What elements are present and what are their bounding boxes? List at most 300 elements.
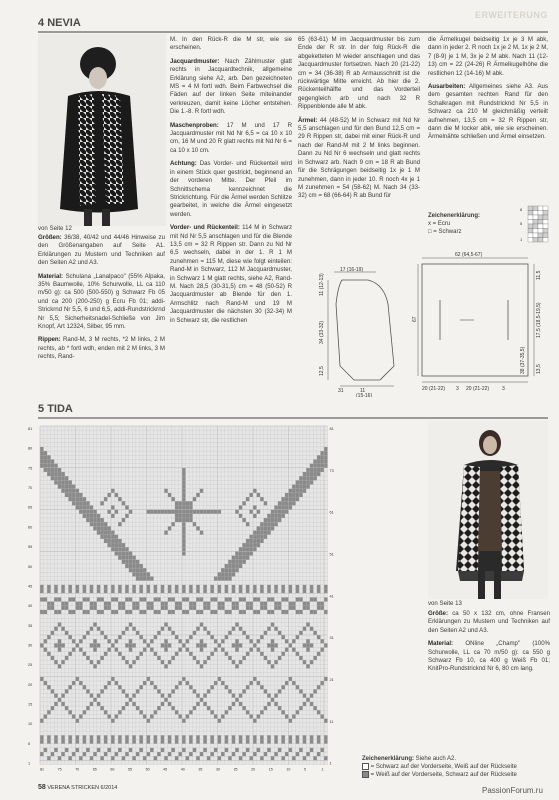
tida-chart-cell (175, 510, 179, 514)
tida-chart-cell (65, 476, 69, 480)
tida-chart-cell (242, 547, 246, 551)
tida-chart-cell (281, 735, 285, 739)
tida-chart-cell (203, 702, 207, 706)
tida-chart-cell (189, 501, 193, 505)
tida-col-label: 30 (215, 767, 220, 772)
body-bottom-d: 3 (502, 386, 505, 392)
tida-chart-cell (150, 748, 154, 752)
tida-chart-cell (246, 539, 250, 543)
tida-chart-cell (186, 756, 190, 760)
tida-chart-cell (143, 610, 147, 614)
tida-chart-cell (129, 510, 133, 514)
tida-chart-cell (267, 514, 271, 518)
tida-chart-cell (271, 514, 275, 518)
tida-chart-cell (147, 589, 151, 593)
tida-chart-cell (143, 572, 147, 576)
tida-chart-cell (292, 639, 296, 643)
tida-chart-cell (83, 740, 87, 744)
tida-chart-cell (313, 756, 317, 760)
tida-chart-cell (61, 485, 65, 489)
tida-chart-cell (196, 526, 200, 530)
tida-chart-cell (225, 635, 229, 639)
tida-row-label-right: 21 (329, 677, 334, 682)
tida-chart-cell (303, 585, 307, 589)
tida-chart-cell (257, 539, 261, 543)
tida-chart-cell (242, 560, 246, 564)
tida-chart-cell (214, 610, 218, 614)
tida-chart-cell (157, 510, 161, 514)
tida-chart-cell (253, 643, 257, 647)
tida-chart-cell (246, 547, 250, 551)
tida-chart-cell (178, 514, 182, 518)
tida-chart-cell (274, 585, 278, 589)
tida-chart-cell (289, 501, 293, 505)
tida-chart-cell (200, 698, 204, 702)
tida-chart-cell (274, 735, 278, 739)
tida-chart-cell (122, 543, 126, 547)
tida-chart-cell (218, 606, 222, 610)
tida-chart-cell (129, 639, 133, 643)
tida-chart-cell (242, 689, 246, 693)
tida-chart-cell (274, 510, 278, 514)
tida-chart-cell (310, 476, 314, 480)
tida-chart-cell (189, 735, 193, 739)
tida-chart-cell (154, 510, 158, 514)
tida-chart-cell (93, 514, 97, 518)
tida-chart-cell (175, 589, 179, 593)
tida-chart-cell (193, 606, 197, 610)
tida-chart-cell (303, 756, 307, 760)
tida-chart-cell (289, 719, 293, 723)
tida-row-label-left: 80 (28, 446, 33, 451)
tida-chart-cell (100, 522, 104, 526)
tida-chart-cell (214, 748, 218, 752)
tida-chart (28, 420, 350, 780)
tida-chart-cell (65, 480, 69, 484)
tida-chart-cell (104, 531, 108, 535)
tida-chart-cell (303, 735, 307, 739)
gray-square-icon (362, 771, 369, 778)
tida-chart-cell (320, 459, 324, 463)
tida-chart-cell (61, 472, 65, 476)
tida-chart-cell (292, 648, 296, 652)
tida-chart-cell (168, 735, 172, 739)
tida-chart-cell (129, 568, 133, 572)
tida-chart-cell (306, 752, 310, 756)
tida-chart-cell (249, 639, 253, 643)
tida-chart-cell (58, 485, 62, 489)
tida-chart-cell (104, 522, 108, 526)
nevia-col2-p2: Maschenproben: 17 M und 17 R Jacquardmuster mit Nd Nr 6,5 = ca 10 x 10 cm, 16 M und 20 R glatt rechts mit Nd Nr 6 = ca 10 x 10 cm. (170, 121, 292, 154)
mini-chart-cell (543, 238, 548, 243)
body-bottom-b: 3 (456, 386, 459, 392)
tida-chart-cell (122, 518, 126, 522)
tida-chart-cell (47, 455, 51, 459)
mini-chart-cell (543, 233, 548, 238)
tida-chart-cell (193, 497, 197, 501)
tida-chart-cell (267, 748, 271, 752)
tida-chart-cell (324, 451, 328, 455)
tida-chart-cell (125, 556, 129, 560)
tida-chart-cell (324, 756, 328, 760)
tida-chart-cell (182, 476, 186, 480)
tida-chart-cell (132, 756, 136, 760)
tida-chart-cell (317, 585, 321, 589)
tida-chart-cell (40, 735, 44, 739)
tida-chart-cell (171, 748, 175, 752)
tida-chart-cell (289, 602, 293, 606)
tida-chart-cell (317, 635, 321, 639)
tida-chart-cell (271, 522, 275, 526)
tida-chart-cell (292, 602, 296, 606)
tida-chart-cell (47, 472, 51, 476)
tida-chart-cell (47, 635, 51, 639)
nevia-title: NEVIA (47, 17, 81, 29)
tida-chart-cell (79, 648, 83, 652)
tida-chart-cell (97, 531, 101, 535)
tida-text (428, 610, 550, 679)
tida-chart-cell (115, 648, 119, 652)
tida-chart-cell (225, 740, 229, 744)
tida-chart-cell (51, 468, 55, 472)
tida-chart-cell (54, 740, 58, 744)
tida-chart-cell (122, 551, 126, 555)
tida-chart-cell (178, 639, 182, 643)
tida-chart-cell (278, 606, 282, 610)
tida-chart-cell (242, 518, 246, 522)
tida-chart-cell (122, 560, 126, 564)
tida-chart-cell (317, 455, 321, 459)
tida-chart-cell (104, 585, 108, 589)
tida-chart-cell (125, 610, 129, 614)
tida-chart-cell (210, 597, 214, 601)
tida-chart-cell (65, 748, 69, 752)
tida-chart-cell (274, 505, 278, 509)
tida-chart-cell (47, 589, 51, 593)
tida-chart-cell (90, 585, 94, 589)
tida-chart-cell (118, 652, 122, 656)
tida-chart-cell (281, 740, 285, 744)
tida-chart-cell (129, 551, 133, 555)
tida-chart-cell (147, 572, 151, 576)
tida-chart-cell (299, 480, 303, 484)
tida-chart-cell (310, 694, 314, 698)
tida-chart-cell (186, 518, 190, 522)
tida-chart-cell (58, 664, 62, 668)
tida-row-label-left: 50 (28, 564, 33, 569)
tida-chart-cell (274, 702, 278, 706)
tida-chart-cell (182, 501, 186, 505)
tida-chart-cell (111, 735, 115, 739)
tida-chart-cell (97, 597, 101, 601)
tida-chart-cell (207, 631, 211, 635)
nevia-col3 (298, 36, 420, 206)
tida-chart-cell (264, 535, 268, 539)
tida-chart-cell (182, 493, 186, 497)
tida-chart-cell (132, 585, 136, 589)
tida-chart-cell (232, 602, 236, 606)
nevia-header-rule (38, 31, 548, 33)
tida-chart-cell (171, 689, 175, 693)
tida-chart-cell (189, 510, 193, 514)
tida-chart-cell (313, 472, 317, 476)
tida-chart-cell (225, 564, 229, 568)
tida-chart-cell (132, 589, 136, 593)
tida-chart-cell (164, 489, 168, 493)
tida-chart-cell (317, 606, 321, 610)
tida-chart-cell (264, 706, 268, 710)
tida-chart-cell (47, 652, 51, 656)
tida-chart-cell (310, 740, 314, 744)
tida-chart-cell (161, 510, 165, 514)
tida-chart-cell (232, 606, 236, 610)
tida-chart-cell (51, 631, 55, 635)
tida-chart-cell (257, 639, 261, 643)
tida-chart-cell (274, 602, 278, 606)
tida-chart-cell (178, 505, 182, 509)
tida-chart-cell (186, 505, 190, 509)
tida-chart-cell (83, 635, 87, 639)
tida-chart-cell (225, 748, 229, 752)
tida-chart-cell (317, 472, 321, 476)
tida-chart-cell (274, 589, 278, 593)
mini-chart-cell (533, 238, 538, 243)
tida-chart-cell (292, 489, 296, 493)
tida-chart-cell (40, 610, 44, 614)
tida-chart-cell (239, 740, 243, 744)
tida-chart-cell (93, 648, 97, 652)
tida-chart-cell (303, 589, 307, 593)
tida-chart-cell (186, 610, 190, 614)
tida-chart-cell (260, 635, 264, 639)
tida-chart-cell (313, 689, 317, 693)
tida-chart-cell (83, 752, 87, 756)
tida-chart-cell (253, 539, 257, 543)
tida-chart-cell (196, 694, 200, 698)
tida-chart-cell (61, 740, 65, 744)
tida-chart-cell (296, 610, 300, 614)
tida-chart-cell (228, 572, 232, 576)
tida-chart-cell (214, 681, 218, 685)
tida-chart-cell (239, 514, 243, 518)
tida-chart-cell (61, 585, 65, 589)
tida-chart-cell (58, 756, 62, 760)
nevia-photo-graphic (38, 34, 166, 226)
tida-chart-cell (164, 622, 168, 626)
tida-chart-cell (175, 635, 179, 639)
nevia-col2-p4: Vorder- und Rückenteil: 114 M in Schwarz mit Nd Nr 5,5 anschlagen und für die Blende 13,5 cm = 32 R Rippen str. Dann zu Nd Nr 6,5 wechseln, dabei in der 1. R 1 M zunehmen = 115 M, diese wie folgt einteilen: Rand-M in Schwarz, 112 M Jacquardmuster, in Schwarz 1 M glatt rechts, siehe A2, Rand-M. Nach 28,5 (30-31,5) cm = 48 (50-52) R Jacquardmuster ab Blende für den 1. Armschlitz nach Rand-M und 19 M Jacquardmuster die nächsten 30 (32-34) M in Schwarz str, die restlichen (170, 224, 292, 324)
tida-chart-cell (203, 627, 207, 631)
tida-chart-cell (136, 568, 140, 572)
nevia-section-header (38, 17, 81, 29)
tida-chart-cell (47, 585, 51, 589)
tida-chart-cell (157, 656, 161, 660)
tida-chart-cell (175, 652, 179, 656)
tida-chart-cell (90, 694, 94, 698)
tida-chart-cell (164, 648, 168, 652)
tida-chart-cell (97, 735, 101, 739)
nevia-photo-caption: von Seite 12 (38, 225, 72, 232)
tida-chart-cell (235, 551, 239, 555)
tida-chart-cell (310, 702, 314, 706)
tida-chart-cell (310, 480, 314, 484)
tida-chart-cell (207, 689, 211, 693)
tida-chart-cell (200, 610, 204, 614)
tida-chart-cell (115, 543, 119, 547)
tida-chart-cell (306, 602, 310, 606)
nevia-col3-p0: 65 (63-61) M im Jacquardmuster bis zum Ende der R str. In der folg Rück-R die abgeketteten M wieder anschlagen und das Jacquardmuster fortsetzen. Nach 20 (21-22) cm = 34 (36-38) R ab Armausschnitt ist die rückwärtige Mitte erreicht. Ab hier die 2. Rückenteilhälfte und das Vorderteil gegengleich arb und nach 32 R Rippenblende alle M abk. (298, 36, 420, 111)
tida-chart-cell (107, 648, 111, 652)
tida-chart-cell (168, 610, 172, 614)
tida-chart-cell (175, 585, 179, 589)
tida-chart-cell (40, 464, 44, 468)
tida-chart-cell (281, 685, 285, 689)
tida-chart-cell (68, 493, 72, 497)
tida-chart-cell (182, 543, 186, 547)
tida-chart-cell (253, 505, 257, 509)
tida-chart-cell (299, 597, 303, 601)
tida-chart-cell (232, 660, 236, 664)
tida-chart-cell (182, 735, 186, 739)
tida-chart-cell (196, 643, 200, 647)
tida-chart-cell (182, 522, 186, 526)
tida-chart-cell (168, 585, 172, 589)
tida-chart-cell (200, 752, 204, 756)
tida-chart-cell (193, 706, 197, 710)
tida-chart-cell (299, 493, 303, 497)
tida-chart-cell (44, 455, 48, 459)
tida-chart-cell (196, 627, 200, 631)
tida-chart-cell (104, 740, 108, 744)
tida-chart-cell (97, 522, 101, 526)
tida-chart-cell (228, 560, 232, 564)
tida-chart-cell (264, 689, 268, 693)
tida-chart-cell (278, 631, 282, 635)
mini-chart-cell (528, 233, 533, 238)
tida-chart-cell (164, 531, 168, 535)
body-right-bot: 13,5 (536, 364, 542, 374)
tida-chart-cell (171, 597, 175, 601)
tida-chart-cell (51, 752, 55, 756)
tida-chart-cell (246, 652, 250, 656)
tida-chart-cell (154, 585, 158, 589)
tida-chart-cell (168, 752, 172, 756)
tida-chart-cell (61, 606, 65, 610)
tida-chart-cell (44, 639, 48, 643)
tida-chart-cell (175, 740, 179, 744)
tida-chart-cell (313, 706, 317, 710)
tida-chart-cell (139, 610, 143, 614)
nevia-number: 4 (38, 17, 45, 29)
tida-chart-cell (104, 539, 108, 543)
tida-chart-cell (239, 660, 243, 664)
tida-chart-cell (79, 510, 83, 514)
nevia-col4-p0: die Ärmelkugel beidseitig 1x je 3 M abk, dann in jeder 2. R noch 1x je 2 M, 1x je 2 M, 7 (8-9) je 1 M, 3x je 2 M abk. Nach 11 (12-13) cm = 22 (24-26) R Ärmelkugelhöhe die restlichen 12 (14-16) M abk. (428, 36, 548, 77)
tida-chart-cell (122, 631, 126, 635)
tida-chart-cell (139, 589, 143, 593)
tida-chart-cell (320, 714, 324, 718)
tida-chart-cell (168, 694, 172, 698)
tida-chart-cell (76, 501, 80, 505)
tida-chart-cell (232, 560, 236, 564)
tida-chart-cell (221, 639, 225, 643)
tida-chart-cell (115, 551, 119, 555)
tida-chart-cell (61, 752, 65, 756)
tida-chart-cell (303, 694, 307, 698)
tida-chart-cell (299, 476, 303, 480)
tida-chart-cell (115, 510, 119, 514)
tida-chart-cell (90, 735, 94, 739)
tida-chart-cell (249, 551, 253, 555)
tida-chart-cell (143, 648, 147, 652)
tida-chart-cell (285, 639, 289, 643)
tida-chart-cell (161, 589, 165, 593)
tida-chart-cell (257, 526, 261, 530)
tida-chart-cell (58, 472, 62, 476)
mini-chart-cell (528, 215, 533, 220)
tida-chart-cell (79, 493, 83, 497)
tida-chart-cell (161, 748, 165, 752)
tida-chart-cell (253, 535, 257, 539)
tida-chart-cell (218, 589, 222, 593)
tida-chart-cell (200, 639, 204, 643)
mini-chart-cell (533, 215, 538, 220)
tida-chart-cell (54, 589, 58, 593)
tida-chart-cell (310, 589, 314, 593)
tida-chart-cell (104, 497, 108, 501)
nevia-legend (428, 212, 508, 236)
tida-row-label-left: 75 (28, 466, 33, 471)
tida-chart-cell (310, 735, 314, 739)
mini-chart-cell (528, 220, 533, 225)
tida-chart-cell (228, 689, 232, 693)
tida-chart-cell (86, 689, 90, 693)
tida-chart-cell (303, 480, 307, 484)
body-schema-svg (410, 250, 550, 400)
tida-chart-cell (107, 681, 111, 685)
tida-chart-cell (83, 735, 87, 739)
tida-row-label-right: 41 (329, 594, 334, 599)
tida-chart-cell (150, 648, 154, 652)
tida-chart-cell (90, 505, 94, 509)
tida-chart-cell (320, 451, 324, 455)
tida-chart-cell (218, 602, 222, 606)
tida-chart-cell (44, 681, 48, 685)
tida-chart-cell (147, 585, 151, 589)
tida-chart-cell (246, 543, 250, 547)
tida-chart-cell (299, 631, 303, 635)
tida-chart-cell (115, 714, 119, 718)
tida-chart-cell (264, 602, 268, 606)
mini-chart-cell (528, 224, 533, 229)
tida-chart-cell (313, 610, 317, 614)
tida-chart-cell (76, 719, 80, 723)
tida-chart-cell (285, 510, 289, 514)
tida-chart-cell (147, 719, 151, 723)
tida-chart-cell (125, 564, 129, 568)
tida-chart-cell (47, 710, 51, 714)
tida-chart-cell (267, 740, 271, 744)
tida-chart-cell (210, 585, 214, 589)
tida-chart-cell (246, 735, 250, 739)
tida-chart-cell (221, 568, 225, 572)
tida-chart-cell (235, 510, 239, 514)
tida-chart-cell (218, 585, 222, 589)
tida-chart-cell (132, 660, 136, 664)
tida-chart-cell (281, 756, 285, 760)
tida-chart-cell (271, 597, 275, 601)
tida-chart-cell (111, 489, 115, 493)
